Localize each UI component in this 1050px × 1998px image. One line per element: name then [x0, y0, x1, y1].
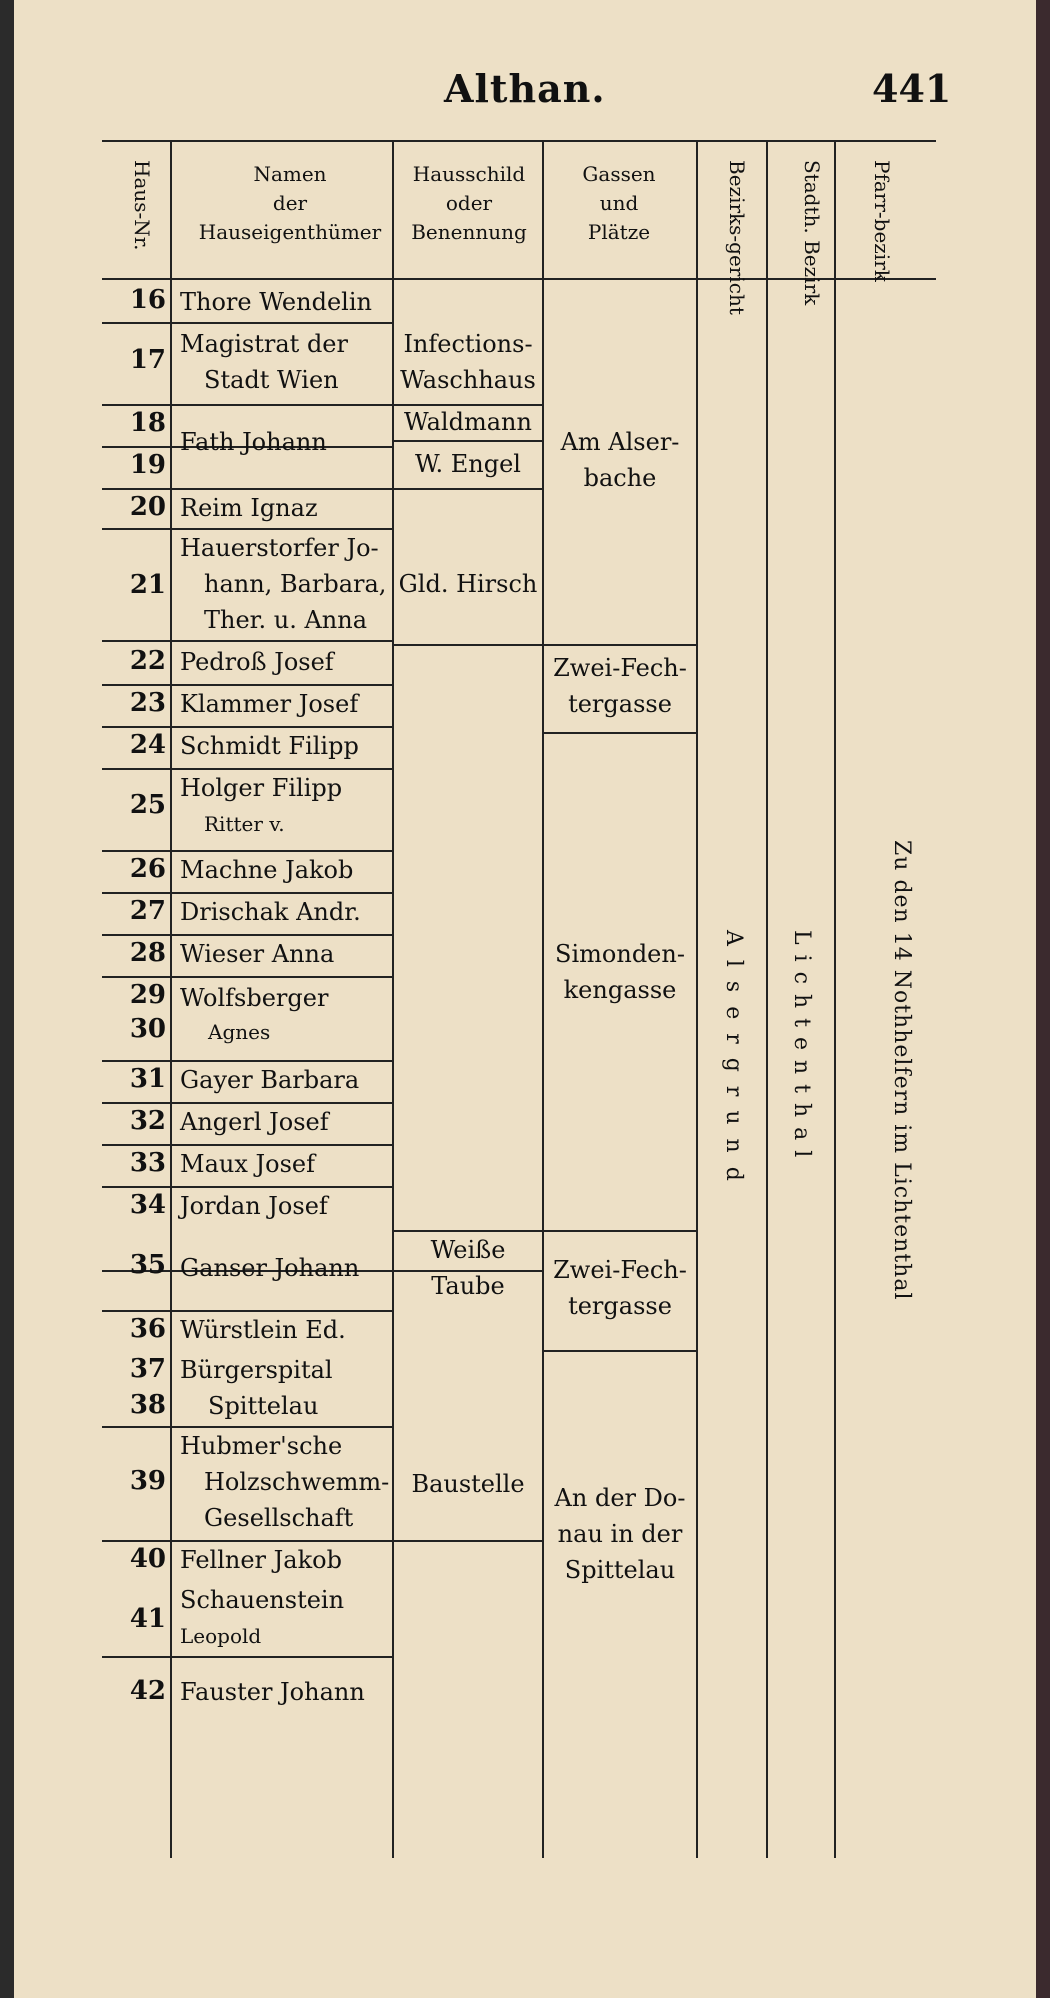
owner-name: Maux Josef	[180, 1150, 315, 1178]
house-number: 25	[129, 790, 166, 820]
house-number: 39	[129, 1466, 166, 1496]
owner-name: Wieser Anna	[180, 940, 335, 968]
row-rule	[542, 732, 696, 734]
page-number: 441	[872, 66, 952, 111]
owner-name: Pedroß Josef	[180, 648, 334, 676]
book-page	[14, 0, 1036, 1998]
house-number: 26	[129, 854, 166, 884]
header-hausschild: Hausschild oder Benennung	[411, 162, 527, 244]
owner-name: Angerl Josef	[180, 1108, 329, 1136]
street-name: Zwei-Fech- tergasse	[553, 654, 687, 718]
row-rule	[542, 644, 696, 646]
owner-name: Gayer Barbara	[180, 1066, 360, 1094]
stadth-bezirk-text: Lichtenthal	[789, 930, 814, 1168]
header-stadth-bezirk: Stadth. Bezirk	[800, 160, 824, 306]
street-name: Simonden- kengasse	[555, 940, 685, 1004]
page-title: Althan.	[444, 66, 606, 111]
house-number: 33	[129, 1148, 166, 1178]
owner-name: Jordan Josef	[180, 1192, 328, 1220]
header-pfarrbezirk: Pfarr-bezirk	[870, 160, 894, 282]
rule-after-stadth	[834, 140, 836, 1858]
header-bezirksgericht: Bezirks-gericht	[725, 160, 749, 315]
house-number: 19	[129, 450, 166, 480]
house-sign: W. Engel	[415, 450, 521, 478]
house-number: 35	[129, 1250, 166, 1280]
rule-nr	[170, 140, 172, 1858]
house-number: 18	[129, 408, 166, 438]
house-number: 27	[129, 896, 166, 926]
bezirksgericht-text: Alsergrund	[721, 930, 746, 1195]
owner-name: Holger Filipp Ritter v.	[180, 774, 343, 836]
house-number: 41	[129, 1604, 166, 1634]
row-rule	[102, 488, 542, 490]
house-sign: Waldmann	[404, 408, 532, 436]
house-sign: Weiße Taube	[430, 1236, 506, 1300]
row-rule	[392, 644, 542, 646]
row-rule	[392, 1540, 542, 1542]
house-number: 21	[129, 570, 166, 600]
house-number: 16	[129, 285, 166, 315]
owner-name: Reim Ignaz	[180, 494, 318, 522]
street-name: Am Alser- bache	[560, 428, 680, 492]
owner-name: Fauster Johann	[180, 1678, 365, 1706]
owner-name: Magistrat der Stadt Wien	[180, 330, 348, 394]
house-sign: Infections- Waschhaus	[400, 330, 536, 394]
house-number: 31	[129, 1064, 166, 1094]
house-number: 37	[129, 1354, 166, 1384]
owner-name: Agnes	[208, 1020, 271, 1044]
row-rule	[102, 446, 170, 448]
row-rule	[102, 976, 392, 978]
owner-name: Machne Jakob	[180, 856, 354, 884]
header-gassen: Gassen und Plätze	[582, 162, 656, 244]
house-number: 20	[129, 492, 166, 522]
owner-name: Schauenstein Leopold	[180, 1586, 345, 1648]
owner-name: Schmidt Filipp	[180, 732, 359, 760]
rule-after-gericht	[766, 140, 768, 1858]
house-number: 34	[129, 1190, 166, 1220]
house-number: 22	[129, 646, 166, 676]
owner-name: Thore Wendelin	[180, 288, 372, 316]
house-sign: Gld. Hirsch	[398, 570, 538, 598]
header-haus-nr: Haus-Nr.	[130, 160, 154, 251]
house-number: 40	[129, 1544, 166, 1574]
rule-after-gassen	[696, 140, 698, 1858]
header-namen: Namen der Hauseigenthümer	[198, 162, 382, 244]
house-number: 38	[129, 1390, 166, 1420]
owner-name: Wolfsberger	[180, 984, 329, 1012]
house-number: 28	[129, 938, 166, 968]
street-name: Zwei-Fech- tergasse	[553, 1256, 687, 1320]
row-rule	[102, 1656, 392, 1658]
owner-name: Fath Johann	[180, 428, 327, 456]
owner-name: Spittelau	[208, 1392, 319, 1420]
row-rule	[102, 640, 392, 642]
house-sign: Baustelle	[411, 1470, 525, 1498]
house-number: 17	[129, 345, 166, 375]
house-number: 36	[129, 1314, 166, 1344]
house-number: 24	[129, 730, 166, 760]
table-top-rule	[102, 140, 936, 142]
owner-name: Fellner Jakob	[180, 1546, 342, 1574]
owner-name: Drischak Andr.	[180, 898, 361, 926]
house-number: 30	[129, 1014, 166, 1044]
house-number: 29	[129, 980, 166, 1010]
row-rule	[392, 440, 542, 442]
book-binding	[0, 0, 14, 1998]
row-rule	[542, 1230, 696, 1232]
owner-name: Klammer Josef	[180, 690, 359, 718]
row-rule	[542, 1350, 696, 1352]
house-number: 42	[129, 1676, 166, 1706]
owner-name: Hauerstorfer Jo- hann, Barbara, Ther. u. Anna	[180, 534, 387, 634]
owner-name: Würstlein Ed.	[180, 1316, 346, 1344]
owner-name: Hubmer'sche Holzschwemm- Gesellschaft	[180, 1432, 390, 1532]
street-name: An der Do- nau in der Spittelau	[554, 1484, 686, 1584]
house-number: 23	[129, 688, 166, 718]
house-number: 32	[129, 1106, 166, 1136]
owner-name: Ganser Johann	[180, 1254, 360, 1282]
row-rule	[102, 322, 392, 324]
pfarrbezirk-text: Zu den 14 Nothhelfern im Lichtenthal	[889, 840, 914, 1301]
book-edge	[1036, 0, 1050, 1998]
owner-name: Bürgerspital	[180, 1356, 333, 1384]
